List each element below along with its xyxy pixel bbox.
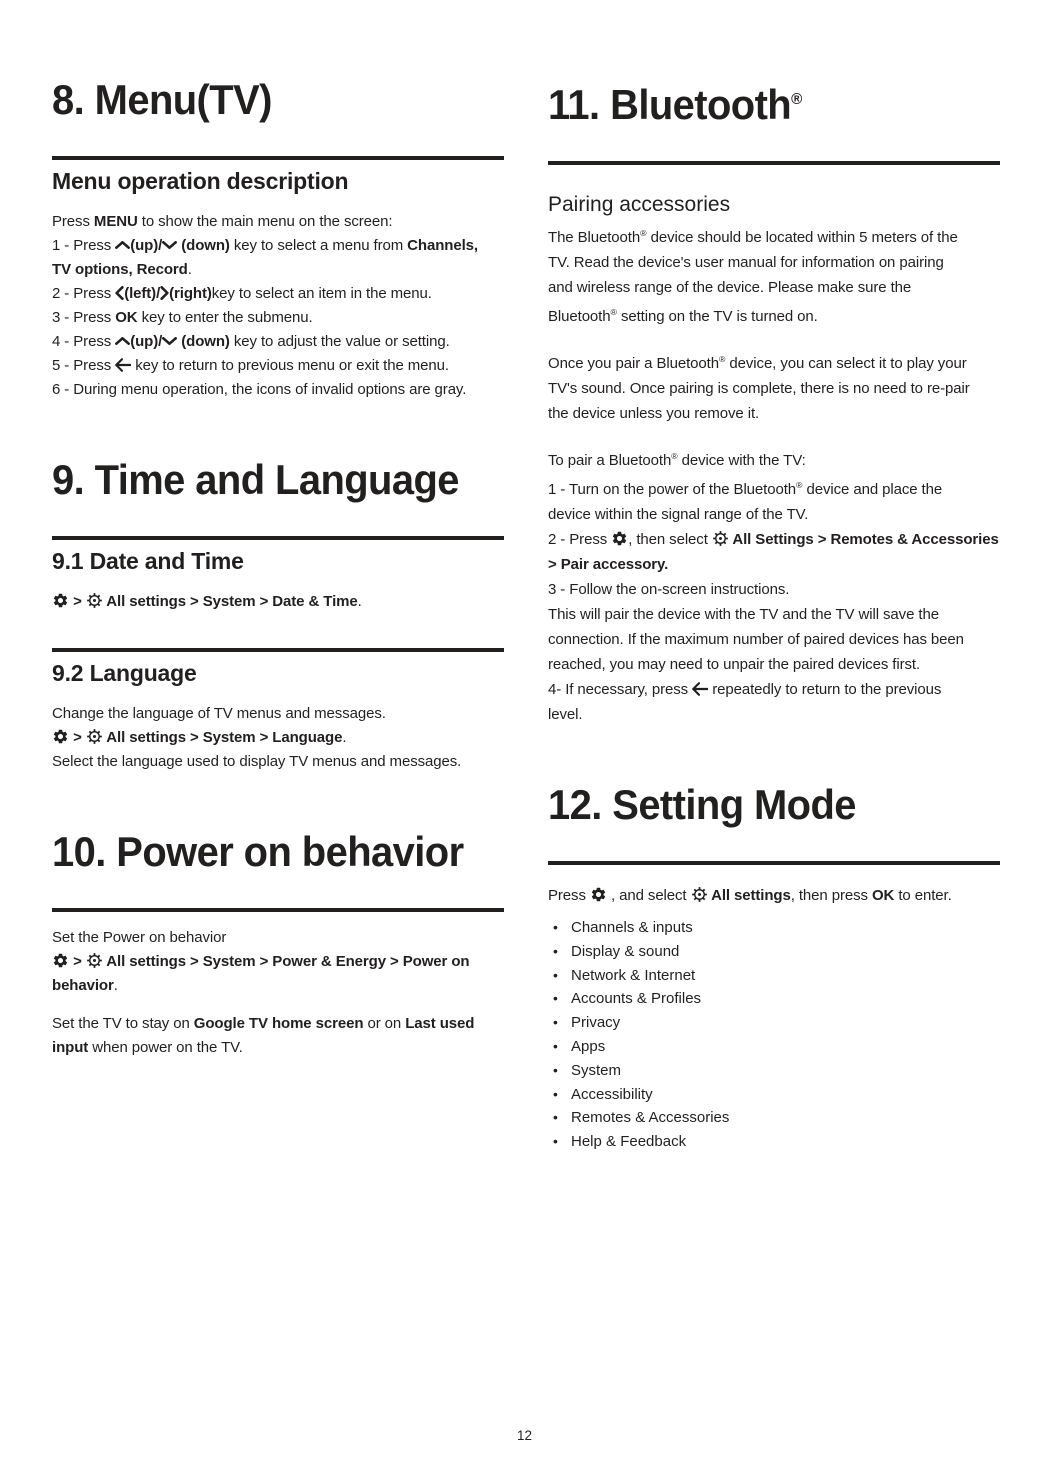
bullet-icon: •: [553, 1061, 558, 1078]
list-item: [548, 940, 1000, 964]
text: TV's sound. Once pairing is complete, there is no need to re-pair: [548, 380, 970, 397]
text: 12. Setting Mode: [548, 781, 856, 828]
text: 6 - During menu operation, the icons of invalid options are gray.: [52, 381, 467, 398]
text: key to return to previous menu or exit the menu.: [131, 357, 449, 374]
bold-text: All settings > System > Date & Time: [102, 593, 358, 610]
text: 9.1 Date and Time: [52, 548, 244, 574]
text: the device unless you remove it.: [548, 405, 760, 422]
gear-solid-icon: [590, 883, 607, 908]
paragraph: [52, 210, 504, 402]
text-line: [52, 378, 504, 402]
horizontal-rule: [52, 536, 504, 540]
bold-text: OK: [871, 887, 895, 904]
text: 5 - Press: [52, 357, 116, 374]
bold-text: >: [69, 953, 86, 970]
text-line: [52, 590, 504, 614]
paragraph: [548, 347, 1000, 426]
bold-text: > Pair accessory.: [548, 556, 669, 573]
chapter-heading: [548, 74, 977, 131]
text-line: [548, 275, 1000, 300]
registered-mark: ®: [640, 228, 647, 238]
bold-text: (left)/: [124, 285, 161, 302]
horizontal-rule: [52, 908, 504, 912]
bullet-icon: •: [553, 942, 558, 959]
text: to show the main menu on the screen:: [137, 213, 393, 230]
text: device with the TV:: [677, 452, 806, 469]
list-item: [548, 987, 1000, 1011]
bold-text: All settings: [707, 887, 791, 904]
text: repeatedly to return to the previous: [708, 681, 942, 698]
text-line: [52, 306, 504, 330]
text-line: [548, 552, 1000, 577]
text: key to select a menu from: [229, 237, 408, 254]
text-line: [52, 726, 504, 750]
horizontal-rule: [548, 161, 1000, 165]
text-line: [548, 401, 1000, 426]
text-line: [548, 652, 1000, 677]
bold-text: >: [69, 593, 86, 610]
settings-menu-list: [548, 916, 1000, 1154]
list-item: [548, 964, 1000, 988]
chevron-right-icon: [160, 282, 169, 306]
gear-outline-icon: [86, 950, 103, 974]
gear-outline-icon: [86, 726, 103, 750]
text: 9. Time and Language: [52, 456, 459, 503]
text-line: [52, 234, 504, 258]
list-item: [548, 1106, 1000, 1130]
paragraph: [52, 1012, 504, 1060]
gear-solid-icon: [52, 590, 69, 614]
bullet-icon: •: [553, 1014, 558, 1031]
chevron-down-icon: [162, 330, 177, 354]
text: .: [357, 593, 362, 610]
text: Bluetooth: [548, 308, 611, 325]
section-heading: [52, 659, 504, 688]
text-line: [52, 1036, 504, 1060]
text-line: [52, 354, 504, 378]
text: 10. Power on behavior: [52, 828, 464, 875]
text: Once you pair a Bluetooth: [548, 355, 719, 372]
registered-mark: ®: [718, 354, 726, 364]
text: key to adjust the value or setting.: [229, 333, 450, 350]
bold-text: All Settings > Remotes & Accessories: [728, 531, 999, 548]
text-line: [52, 282, 504, 306]
text-line: [548, 677, 1000, 702]
text: when power on the TV.: [88, 1039, 243, 1056]
text-line: [548, 376, 1000, 401]
list-item: [548, 1011, 1000, 1035]
horizontal-rule: [52, 156, 504, 160]
text: .: [113, 977, 118, 994]
paragraph: [548, 883, 1000, 908]
bullet-icon: •: [553, 1109, 558, 1126]
chapter-heading: [52, 826, 481, 878]
bold-text: Google TV home screen: [193, 1015, 364, 1032]
text: Set the Power on behavior: [52, 929, 227, 946]
text: 2 - Press: [52, 285, 116, 302]
horizontal-rule: [548, 861, 1000, 865]
registered-mark: ®: [791, 91, 803, 108]
text: 3 - Follow the on-screen instructions.: [548, 581, 790, 598]
gear-solid-icon: [52, 950, 69, 974]
text: Select the language used to display TV menus and messages.: [52, 753, 462, 770]
text: and wireless range of the device. Please make sure the: [548, 279, 912, 296]
paragraph: [52, 702, 504, 774]
text-line: [548, 502, 1000, 527]
text-line: [52, 702, 504, 726]
text-line: [52, 330, 504, 354]
text: or on: [363, 1015, 406, 1032]
text-line: [52, 210, 504, 234]
text: key to select an item in the menu.: [211, 285, 432, 302]
bullet-icon: •: [553, 1037, 558, 1054]
list-item: [548, 1035, 1000, 1059]
bullet-icon: •: [553, 1133, 558, 1150]
bullet-icon: •: [553, 1085, 558, 1102]
section-heading: [52, 167, 504, 196]
text-line: [52, 926, 504, 950]
text: Press: [548, 887, 590, 904]
gear-solid-icon: [611, 527, 628, 552]
text: This will pair the device with the TV and the TV will save the: [548, 606, 939, 623]
text: 3 - Press: [52, 309, 116, 326]
text-line: [548, 702, 1000, 727]
list-item-label: System: [571, 1061, 622, 1079]
text-line: [52, 1012, 504, 1036]
bold-text: All settings > System > Language: [102, 729, 343, 746]
list-item-label: Help & Feedback: [571, 1133, 687, 1151]
text-line: [548, 577, 1000, 602]
bold-text: Last used: [405, 1015, 475, 1032]
list-item: [548, 1083, 1000, 1107]
arrow-left-icon: [692, 677, 708, 702]
text-line: [548, 473, 1000, 502]
text: .: [342, 729, 347, 746]
list-item-label: Display & sound: [571, 942, 680, 960]
list-item-label: Channels & inputs: [571, 919, 693, 936]
text-line: [548, 347, 1000, 376]
chevron-down-icon: [162, 234, 177, 258]
text-line: [548, 627, 1000, 652]
bullet-icon: •: [553, 990, 558, 1007]
chapter-heading: [52, 74, 481, 126]
gear-solid-icon: [52, 726, 69, 750]
bold-text: TV options, Record: [52, 261, 188, 278]
horizontal-rule: [52, 648, 504, 652]
bold-text: OK: [115, 309, 138, 326]
text: Set the TV to stay on: [52, 1015, 194, 1032]
chevron-left-icon: [115, 282, 124, 306]
text: device and place the: [802, 481, 943, 498]
page-number: 12: [516, 1428, 533, 1443]
text: , and select: [606, 887, 691, 904]
text: TV. Read the device's user manual for information on pairing: [548, 254, 944, 271]
text: setting on the TV is turned on.: [616, 308, 818, 325]
list-item: [548, 1059, 1000, 1083]
text-line: [548, 221, 1000, 250]
text-line: [548, 250, 1000, 275]
registered-mark: ®: [610, 307, 617, 317]
text: Press: [52, 213, 94, 230]
text: key to enter the submenu.: [137, 309, 313, 326]
text: 1 - Turn on the power of the Bluetooth: [548, 481, 797, 498]
text-line: [548, 602, 1000, 627]
text-line: [52, 258, 504, 282]
text: 4 - Press: [52, 333, 116, 350]
text: 2 - Press: [548, 531, 612, 548]
gear-outline-icon: [712, 527, 729, 552]
paragraph: [52, 590, 504, 614]
text: , then press: [790, 887, 872, 904]
registered-mark: ®: [671, 451, 678, 461]
text: 4- If necessary, press: [548, 681, 693, 698]
paragraph: [52, 926, 504, 998]
text-line: [548, 883, 1000, 908]
left-column: [52, 74, 504, 1060]
text-line: [548, 527, 1000, 552]
text: 11. Bluetooth: [548, 81, 792, 128]
text: Change the language of TV menus and messages.: [52, 705, 386, 722]
list-item-label: Accounts & Profiles: [571, 990, 702, 1008]
list-item: [548, 916, 1000, 940]
gear-outline-icon: [86, 590, 103, 614]
subsection-heading: [548, 191, 1000, 218]
text: To pair a Bluetooth: [548, 452, 672, 469]
list-item-label: Privacy: [571, 1014, 621, 1032]
list-item-label: Network & Internet: [571, 966, 696, 984]
text: .: [187, 261, 192, 278]
text: 9.2 Language: [52, 660, 197, 686]
text: , then select: [628, 531, 712, 548]
bold-text: behavior: [52, 977, 114, 994]
chapter-heading: [52, 454, 481, 506]
text: device within the signal range of the TV.: [548, 506, 809, 523]
text: Menu operation description: [52, 168, 349, 194]
list-item-label: Apps: [571, 1037, 606, 1055]
bullet-icon: •: [553, 966, 558, 983]
list-item: [548, 1130, 1000, 1154]
bold-text: input: [52, 1039, 89, 1056]
text: connection. If the maximum number of paired devices has been: [548, 631, 964, 648]
bold-text: (down): [177, 237, 230, 254]
bold-text: (right): [169, 285, 212, 302]
bold-text: (up)/: [130, 237, 163, 254]
bold-text: MENU: [93, 213, 138, 230]
text: 1 - Press: [52, 237, 116, 254]
bold-text: >: [69, 729, 86, 746]
arrow-left-icon: [115, 354, 131, 378]
bullet-icon: •: [553, 919, 558, 935]
text: device, you can select it to play your: [725, 355, 967, 372]
chevron-up-icon: [115, 234, 130, 258]
bold-text: (down): [177, 333, 230, 350]
paragraph: [548, 444, 1000, 727]
text-line: [52, 974, 504, 998]
text: level.: [548, 706, 583, 723]
chapter-heading: [548, 779, 977, 831]
text: device should be located within 5 meters of the: [646, 229, 958, 246]
bold-text: (up)/: [130, 333, 163, 350]
text: The Bluetooth: [548, 229, 641, 246]
text-line: [52, 950, 504, 974]
text: reached, you may need to unpair the paired devices first.: [548, 656, 921, 673]
list-item-label: Remotes & Accessories: [571, 1109, 730, 1127]
bold-text: All settings > System > Power & Energy > Power on: [102, 953, 470, 970]
bold-text: Channels,: [407, 237, 478, 254]
text: Pairing accessories: [548, 193, 731, 216]
registered-mark: ®: [796, 480, 803, 490]
chevron-up-icon: [115, 330, 130, 354]
right-column: [548, 74, 1000, 1154]
section-heading: [52, 547, 504, 576]
text-line: [548, 300, 1000, 329]
gear-outline-icon: [691, 883, 708, 908]
paragraph: [548, 221, 1000, 329]
text: 8. Menu(TV): [52, 76, 272, 123]
text: to enter.: [894, 887, 952, 904]
text-line: [52, 750, 504, 774]
list-item-label: Accessibility: [571, 1085, 653, 1103]
text-line: [548, 444, 1000, 473]
